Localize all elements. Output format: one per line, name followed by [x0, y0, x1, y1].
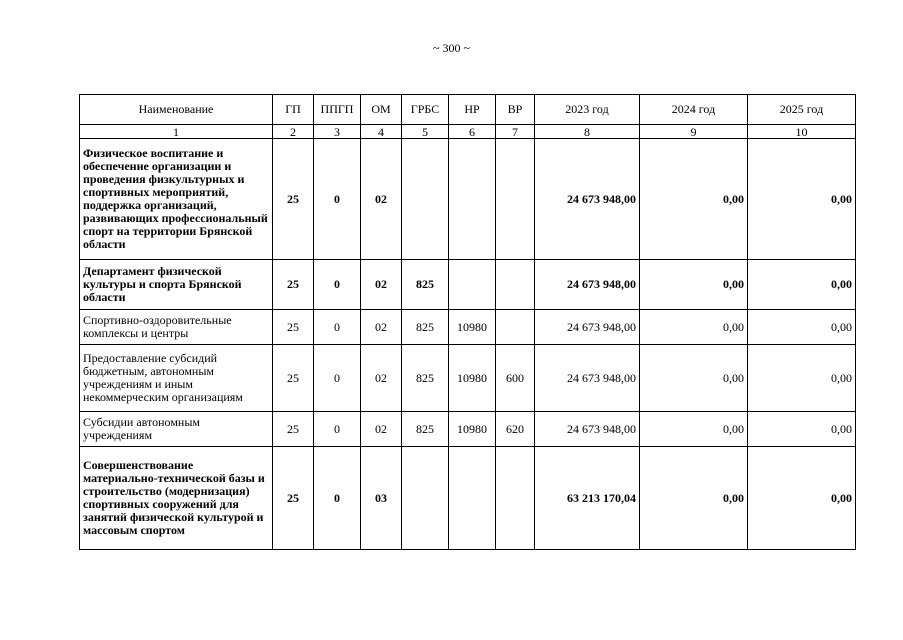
cell-grbs: 825 — [402, 345, 449, 412]
cell-2024: 0,00 — [640, 139, 748, 260]
cell-gp: 25 — [273, 345, 314, 412]
cell-om: 02 — [361, 139, 402, 260]
header-ppgp: ППГП — [314, 95, 361, 125]
header-grbs: ГРБС — [402, 95, 449, 125]
cell-om: 02 — [361, 412, 402, 447]
table-row — [80, 260, 856, 310]
cell-nr — [449, 447, 496, 550]
table-row — [80, 447, 856, 550]
header-row — [80, 95, 856, 125]
cell-2024: 0,00 — [640, 447, 748, 550]
cell-2025: 0,00 — [748, 345, 856, 412]
cell-2023: 24 673 948,00 — [535, 345, 640, 412]
cell-2023: 24 673 948,00 — [535, 260, 640, 310]
cell-grbs: 825 — [402, 412, 449, 447]
column-number: 10 — [748, 125, 856, 139]
column-number: 9 — [640, 125, 748, 139]
cell-ppgp: 0 — [314, 345, 361, 412]
cell-nr — [449, 139, 496, 260]
cell-gp: 25 — [273, 139, 314, 260]
header-2024: 2024 год — [640, 95, 748, 125]
cell-2024: 0,00 — [640, 260, 748, 310]
cell-2025: 0,00 — [748, 139, 856, 260]
column-number: 1 — [80, 125, 273, 139]
row-name: Спортивно-оздоровительные комплексы и центры — [80, 310, 273, 345]
cell-gp: 25 — [273, 447, 314, 550]
cell-vr: 600 — [496, 345, 535, 412]
row-name: Физическое воспитание и обеспечение организации и проведения физкультурных и спортивных мероприятий, поддержка организаций, развивающих профессиональный спорт на территории Брянской области — [80, 139, 273, 260]
header-om: ОМ — [361, 95, 402, 125]
cell-vr — [496, 260, 535, 310]
cell-gp: 25 — [273, 260, 314, 310]
column-number: 6 — [449, 125, 496, 139]
header-2023: 2023 год — [535, 95, 640, 125]
header-gp: ГП — [273, 95, 314, 125]
cell-2025: 0,00 — [748, 447, 856, 550]
cell-om: 03 — [361, 447, 402, 550]
cell-2023: 63 213 170,04 — [535, 447, 640, 550]
cell-grbs — [402, 447, 449, 550]
cell-om: 02 — [361, 345, 402, 412]
cell-2025: 0,00 — [748, 310, 856, 345]
table-row — [80, 345, 856, 412]
cell-ppgp: 0 — [314, 260, 361, 310]
cell-gp: 25 — [273, 412, 314, 447]
row-name: Предоставление субсидий бюджетным, автономным учреждениям и иным некоммерческим организациям — [80, 345, 273, 412]
cell-nr: 10980 — [449, 412, 496, 447]
column-number: 2 — [273, 125, 314, 139]
cell-ppgp: 0 — [314, 139, 361, 260]
cell-2023: 24 673 948,00 — [535, 412, 640, 447]
cell-2024: 0,00 — [640, 412, 748, 447]
cell-vr — [496, 447, 535, 550]
cell-vr — [496, 139, 535, 260]
cell-2025: 0,00 — [748, 260, 856, 310]
cell-om: 02 — [361, 310, 402, 345]
table-row — [80, 310, 856, 345]
cell-om: 02 — [361, 260, 402, 310]
cell-2025: 0,00 — [748, 412, 856, 447]
column-number: 8 — [535, 125, 640, 139]
column-number: 3 — [314, 125, 361, 139]
header-nr: НР — [449, 95, 496, 125]
cell-nr: 10980 — [449, 345, 496, 412]
header-vr: ВР — [496, 95, 535, 125]
header-2025: 2025 год — [748, 95, 856, 125]
row-name: Департамент физической культуры и спорта Брянской области — [80, 260, 273, 310]
column-number: 7 — [496, 125, 535, 139]
cell-vr: 620 — [496, 412, 535, 447]
table-row — [80, 139, 856, 260]
cell-2024: 0,00 — [640, 345, 748, 412]
cell-grbs — [402, 139, 449, 260]
cell-ppgp: 0 — [314, 412, 361, 447]
cell-vr — [496, 310, 535, 345]
budget-table — [79, 94, 856, 550]
column-number: 4 — [361, 125, 402, 139]
column-number: 5 — [402, 125, 449, 139]
row-name: Совершенствование материально-технической базы и строительство (модернизация) спортивных сооружений для занятий физической культурой и массовым спортом — [80, 447, 273, 550]
cell-gp: 25 — [273, 310, 314, 345]
cell-2023: 24 673 948,00 — [535, 139, 640, 260]
cell-nr — [449, 260, 496, 310]
cell-grbs: 825 — [402, 310, 449, 345]
cell-ppgp: 0 — [314, 310, 361, 345]
cell-2023: 24 673 948,00 — [535, 310, 640, 345]
cell-nr: 10980 — [449, 310, 496, 345]
table-row — [80, 412, 856, 447]
cell-2024: 0,00 — [640, 310, 748, 345]
cell-grbs: 825 — [402, 260, 449, 310]
cell-ppgp: 0 — [314, 447, 361, 550]
row-name: Субсидии автономным учреждениям — [80, 412, 273, 447]
page-number: ~ 300 ~ — [433, 41, 470, 55]
column-number-row — [80, 125, 856, 139]
header-name: Наименование — [80, 95, 273, 125]
